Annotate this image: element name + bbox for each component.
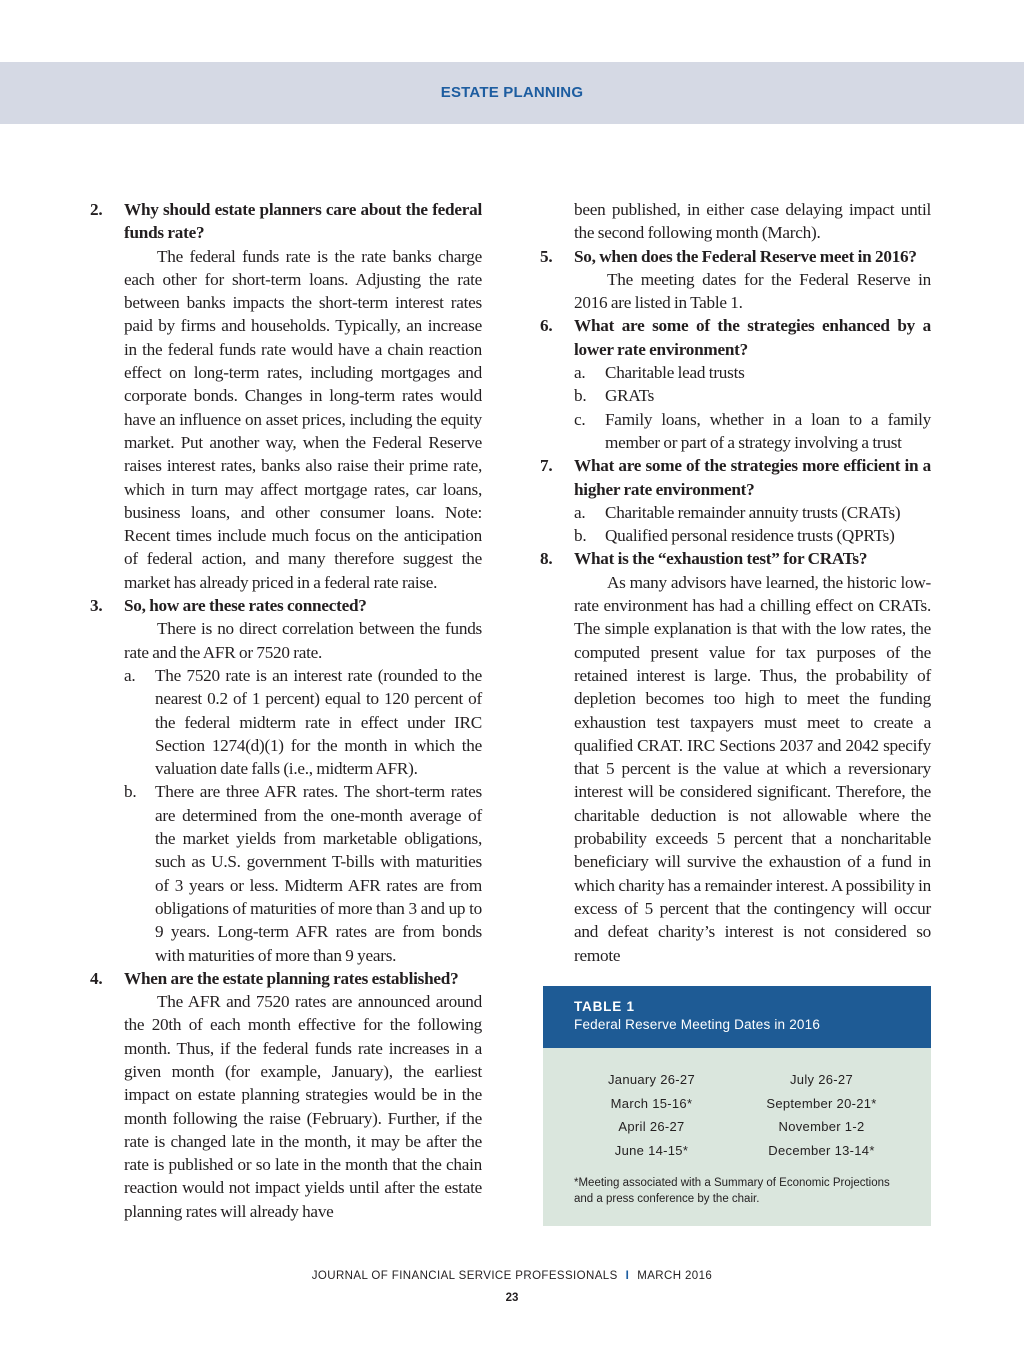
question-title: So, how are these rates connected? (124, 596, 367, 616)
table-cell: June 14-15* (614, 1142, 689, 1158)
question-title: So, when does the Federal Reserve meet in 2016? (574, 246, 917, 266)
question-number: 4. (90, 968, 103, 988)
table-row (543, 1072, 931, 1096)
list-text: GRATs (605, 386, 655, 406)
question-title: When are the estate planning rates established? (124, 968, 459, 988)
answer-text: The meeting dates for the Federal Reserve in 2016 are listed in Table 1. (574, 269, 931, 313)
table-label: TABLE 1 (574, 999, 635, 1014)
page-footer (0, 1270, 1024, 1282)
paragraph (90, 245, 482, 594)
table-cell: July 26-27 (790, 1072, 853, 1087)
continued-text: been published, in either case delaying impact until the second following month (March). (574, 200, 931, 243)
list-item (90, 780, 482, 966)
paragraph (540, 571, 931, 967)
table-cell: December 13-14* (768, 1142, 875, 1158)
list-text: The 7520 rate is an interest rate (rounded to the nearest 0.2 of 1 percent) equal to 120 percent of the federal midterm rate in effect under IRC Section 1274(d)(1) for the month in which the valuation date falls (i.e., midterm AFR). (155, 665, 482, 779)
list-marker: a. (124, 665, 136, 685)
paragraph (90, 617, 482, 664)
right-column (540, 198, 931, 967)
meeting-dates-table (543, 986, 931, 1226)
question-5-heading (540, 245, 931, 268)
table-caption: Federal Reserve Meeting Dates in 2016 (574, 1017, 821, 1032)
list-item (540, 408, 931, 455)
section-title: ESTATE PLANNING (440, 84, 584, 101)
table-cell: April 26-27 (618, 1119, 685, 1134)
list-item (540, 501, 931, 524)
question-title: What are some of the strategies more efficient in a higher rate environment? (574, 456, 931, 499)
list-text: Qualified personal residence trusts (QPRTs) (605, 526, 895, 546)
paragraph-continuation (540, 198, 931, 245)
list-item (540, 384, 931, 407)
page-number: 23 (505, 1292, 519, 1304)
question-number: 6. (540, 316, 553, 336)
table-cell: September 20-21* (766, 1095, 877, 1111)
list-text: There are three AFR rates. The short-term rates are determined from the one-month average of the market yields from marketable obligations, such as U.S. government T-bills with maturities of 3 years or less. Midterm AFR rates are from obligations of maturities of more than 3 and up to 9 years. Long-term AFR rates are from bonds with maturities of more than 9 years. (155, 782, 482, 965)
answer-text: As many advisors have learned, the historic low-rate environment has had a chilling effect on CRATs. The simple explanation is that with the low rates, the computed present value for tax purposes of the retained interest is large. Thus, the probability of depletion becomes too high to meet the funding exhaustion test taxpayers must meet to create a qualified CRAT. IRC Sections 2037 and 2042 specify that 5 percent is the value at which a reversionary interest will be considered significant. Therefore, the charitable deduction is not allowable where the probability exceeds 5 percent that a noncharitable beneficiary will survive the exhaustion of a fund in which charity has a remainder interest. A possibility in excess of 5 percent that the contingency will occur and defeat charity’s interest is not considered so remote (574, 572, 931, 965)
list-marker: b. (124, 782, 137, 802)
table-row (543, 1119, 931, 1143)
question-number: 7. (540, 456, 553, 476)
table-body (543, 1072, 931, 1166)
question-title: Why should estate planners care about the federal funds rate? (124, 200, 482, 243)
answer-text: The AFR and 7520 rates are announced around the 20th of each month effective for the following month. Thus, if the federal funds rate increases in a given month (for example, January), the earliest impact on estate planning strategies would be in the month following the raise (February). Further, if the rate is changed late in the month, it may be after the rate is published or so late in the month that the chain reaction would not impact yields until after the estate planning rates will already have (124, 992, 482, 1221)
table-cell: January 26-27 (607, 1072, 695, 1087)
issue-date: MARCH 2016 (637, 1270, 713, 1282)
list-text: Charitable remainder annuity trusts (CRATs) (605, 502, 901, 522)
list-marker: a. (574, 502, 586, 522)
table-row (543, 1143, 931, 1167)
list-marker: a. (574, 363, 586, 383)
list-item (540, 524, 931, 547)
answer-text: The federal funds rate is the rate banks charge each other for short-term loans. Adjusting the rate between banks impacts the short-term interest rates paid by firms and households. Typically, an increase in the federal funds rate would have a chain reaction effect on long-term rates, including mortgages and corporate bonds. Changes in long-term rates would have an influence on asset prices, including the equity market. Put another way, when the Federal Reserve raises interest rates, banks also raise their prime rate, which in turn may affect mortgage rates, car loans, business loans, and other consumer loans. Note: Recent times include much focus on the anticipation of federal action, and many therefore suggest the market has already priced in a federal rate raise. (124, 246, 482, 592)
table-cell: March 15-16* (610, 1095, 693, 1111)
table-header (543, 986, 931, 1048)
question-number: 8. (540, 549, 553, 569)
list-text: Family loans, whether in a loan to a family member or part of a strategy involving a trust (605, 409, 931, 452)
question-6-heading (540, 314, 931, 361)
list-marker: b. (574, 386, 587, 406)
question-number: 5. (540, 246, 553, 266)
answer-text: There is no direct correlation between the funds rate and the AFR or 7520 rate. (124, 619, 482, 662)
question-number: 2. (90, 200, 103, 219)
table-row (543, 1096, 931, 1120)
list-marker: c. (574, 409, 586, 429)
list-text: Charitable lead trusts (605, 363, 745, 383)
question-number: 3. (90, 596, 103, 616)
question-title: What are some of the strategies enhanced by a lower rate environment? (574, 316, 931, 359)
list-item (90, 664, 482, 780)
table-cell: November 1-2 (778, 1119, 865, 1134)
table-footnote: *Meeting associated with a Summary of Economic Projections and a press conference by the chair. (574, 1177, 890, 1205)
paragraph (90, 990, 482, 1223)
question-4-heading (90, 967, 482, 990)
question-3-heading (90, 594, 482, 617)
question-8-heading (540, 547, 931, 570)
footer-separator: I (625, 1270, 630, 1282)
paragraph (540, 268, 931, 315)
left-column (90, 198, 482, 1223)
question-2-heading (90, 198, 482, 245)
question-title: What is the “exhaustion test” for CRATs? (574, 549, 868, 569)
question-7-heading (540, 454, 931, 501)
list-marker: b. (574, 526, 587, 546)
journal-name: JOURNAL OF FINANCIAL SERVICE PROFESSIONALS (311, 1270, 618, 1282)
list-item (540, 361, 931, 384)
